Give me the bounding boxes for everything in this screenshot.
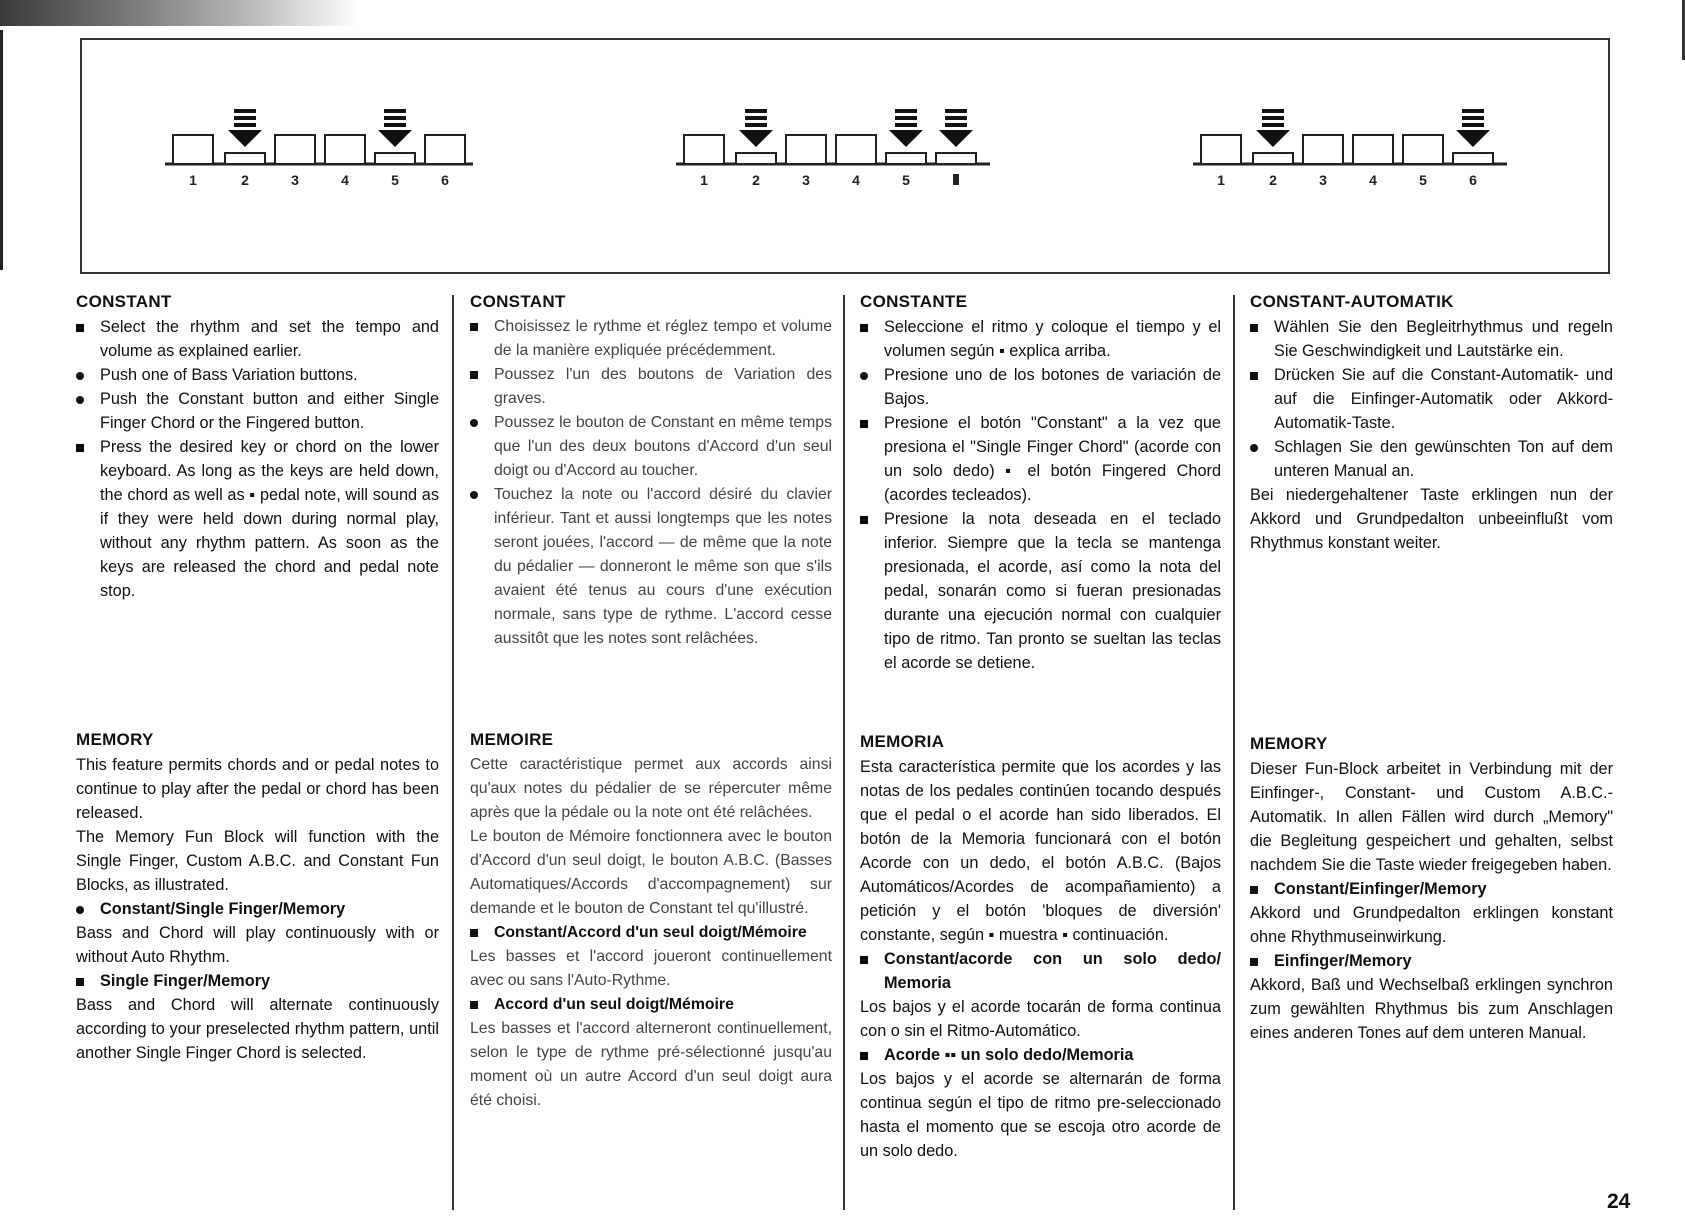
list-item-text: Drücken Sie auf die Constant-Automatik- und auf die Einfinger-Automatik oder Akkord-Automatik-Taste. xyxy=(1274,366,1613,432)
square-bullet-icon xyxy=(860,411,878,435)
key-label: 2 xyxy=(241,172,249,188)
paragraph: Les basses et l'accord joueront continuellement avec ou sans l'Auto-Rythme. xyxy=(470,948,832,989)
button-key xyxy=(1303,135,1343,164)
paragraph: This feature permits chords and or pedal notes to continue to play after the pedal or chord has been released. xyxy=(76,756,439,822)
square-bullet-icon xyxy=(860,947,878,971)
subheading xyxy=(860,1043,1221,1067)
memory-section xyxy=(470,730,832,1113)
key-label: 1 xyxy=(700,172,708,188)
button-key xyxy=(1201,135,1241,164)
key-label: 2 xyxy=(1269,172,1277,188)
instruction-list xyxy=(1250,315,1613,483)
list-item xyxy=(1250,435,1613,483)
round-bullet-icon xyxy=(470,483,488,507)
subheading-text: Single Finger/Memory xyxy=(100,972,271,990)
button-diagram-1 xyxy=(165,97,475,192)
button-key xyxy=(425,135,465,164)
subheading xyxy=(1250,877,1613,901)
square-bullet-icon xyxy=(1250,315,1268,339)
button-key xyxy=(275,135,315,164)
button-key-pressed xyxy=(375,153,415,164)
memory-section xyxy=(76,730,439,1065)
key-label: 5 xyxy=(391,172,399,188)
subheading xyxy=(860,947,1221,995)
button-row-svg xyxy=(165,97,475,192)
subheading-text: Accord d'un seul doigt/Mémoire xyxy=(494,996,734,1013)
square-bullet-icon xyxy=(470,315,488,339)
subheading-text: Constant/Accord d'un seul doigt/Mémoire xyxy=(494,924,807,941)
paragraph: Les basses et l'accord alterneront continuellement, selon le type de rythme pré-sélectionné jusqu'au moment où un autre Accord d'un seul doigt aura été choisi. xyxy=(470,1020,832,1109)
list-item-text: Wählen Sie den Begleitrhythmus und regeln Sie Geschwindigkeit und Lautstärke ein. xyxy=(1274,318,1613,360)
key-label: 6 xyxy=(441,172,449,188)
memory-section xyxy=(1250,734,1613,1045)
button-row-svg xyxy=(1193,97,1513,192)
list-item xyxy=(860,363,1221,411)
button-key-pressed xyxy=(936,153,976,164)
button-key xyxy=(1353,135,1393,164)
memory-text xyxy=(470,753,832,1113)
column-divider xyxy=(452,295,454,1210)
constant-instructions xyxy=(860,315,1221,675)
press-arrow-icon xyxy=(228,109,262,147)
paragraph: Los bajos y el acorde tocarán de forma continua con o sin el Ritmo-Automático. xyxy=(860,998,1221,1040)
constant-instructions xyxy=(470,315,832,651)
paragraph: Bass and Chord will alternate continuously according to your preselected rhythm pattern, until another Single Finger Chord is selected. xyxy=(76,996,439,1062)
key-label: 4 xyxy=(852,172,860,188)
key-label: 1 xyxy=(1217,172,1225,188)
paragraph: Bass and Chord will play continuously with or without Auto Rhythm. xyxy=(76,924,439,966)
paragraph: Los bajos y el acorde se alternarán de forma continua según el tipo de ritmo pre-seleccionado hasta el momento que se escoja otro acorde de un solo dedo. xyxy=(860,1070,1221,1160)
button-key xyxy=(325,135,365,164)
button-key-pressed xyxy=(736,153,776,164)
memory-text xyxy=(860,755,1221,1163)
list-item-text: Presione la nota deseada en el teclado inferior. Siempre que la tecla se mantenga presionada, el acorde, así como la nota del pedal, sonarán como si fueran presionadas durante una ejecución normal con cualquier tipo de ritmo. Tan pronto se sueltan las teclas el acorde se detiene. xyxy=(884,510,1221,672)
subheading xyxy=(470,993,832,1017)
list-item xyxy=(470,315,832,363)
key-label: 1 xyxy=(189,172,197,188)
press-arrow-icon xyxy=(378,109,412,147)
column-german xyxy=(1250,292,1613,1212)
list-item-text: Touchez la note ou l'accord désiré du clavier inférieur. Tant et aussi longtemps que les notes seront jouées, l'accord — de même que la note du pédalier — donneront le même son que s'ils avaient été tenus au cours d'une exécution normale, sans type de rythme. L'accord cesse aussitôt que les notes sont relâchées. xyxy=(494,486,832,647)
constant-instructions xyxy=(76,315,439,603)
square-bullet-icon xyxy=(76,315,94,339)
list-item-text: Poussez le bouton de Constant en même temps que l'un des deux boutons d'Accord d'un seul doigt ou d'Accord au toucher. xyxy=(494,414,832,479)
paragraph: Akkord und Grundpedalton erklingen konstant ohne Rhythmuseinwirkung. xyxy=(1250,904,1613,946)
button-key xyxy=(836,135,876,164)
section-heading: MEMORIA xyxy=(860,732,945,751)
key-label: 4 xyxy=(1369,172,1377,188)
page-number: 24 xyxy=(1607,1190,1631,1213)
square-bullet-icon xyxy=(860,315,878,339)
button-key xyxy=(1403,135,1443,164)
list-item-text: Presione uno de los botones de variación de Bajos. xyxy=(884,366,1221,408)
key-label-mark xyxy=(953,174,959,185)
paragraph: Akkord, Baß und Wechselbaß erklingen synchron zum gewählten Rhythmus bis zum Anschlagen eines anderen Tones auf dem unteren Manual. xyxy=(1250,976,1613,1042)
button-diagram-3 xyxy=(1193,97,1513,192)
list-item xyxy=(1250,315,1613,363)
subheading-text: Constant/Single Finger/Memory xyxy=(100,900,346,918)
list-item-text: Press the desired key or chord on the lower keyboard. As long as the keys are held down, the chord as well as ▪ pedal note, will sound as if they were held down during normal play, without any rhythm pattern. As soon as the keys are released the chord and pedal note stop. xyxy=(100,438,439,600)
square-bullet-icon xyxy=(860,507,878,531)
square-bullet-icon xyxy=(470,993,488,1017)
list-item-text: Poussez l'un des boutons de Variation des graves. xyxy=(494,366,832,407)
instruction-list xyxy=(470,315,832,651)
memory-text xyxy=(1250,757,1613,1045)
press-arrow-icon xyxy=(1256,109,1290,147)
paragraph: Dieser Fun-Block arbeitet in Verbindung mit der Einfinger-, Constant- und Custom A.B.C.-Automatik. In allen Fällen wird durch „Memory" die Begleitung gespeichert und gehalten, selbst nachdem Sie die Taste wieder freigegeben haben. xyxy=(1250,760,1613,874)
button-row-svg xyxy=(676,97,996,192)
key-label: 4 xyxy=(341,172,349,188)
button-key-pressed xyxy=(886,153,926,164)
press-arrow-icon xyxy=(739,109,773,147)
list-item-text: Push one of Bass Variation buttons. xyxy=(100,366,358,384)
list-item xyxy=(470,363,832,411)
button-key xyxy=(786,135,826,164)
press-arrow-icon xyxy=(889,109,923,147)
round-bullet-icon xyxy=(1250,435,1268,459)
scan-left-edge xyxy=(0,30,3,270)
column-english xyxy=(76,292,439,1212)
subheading xyxy=(76,897,439,921)
key-label: 5 xyxy=(1419,172,1427,188)
round-bullet-icon xyxy=(860,363,878,387)
paragraph: Bei niedergehaltener Taste erklingen nun der Akkord und Grundpedalton unbeeinflußt vom Rhythmus konstant weiter. xyxy=(1250,486,1613,552)
button-key-pressed xyxy=(225,153,265,164)
key-label: 3 xyxy=(1319,172,1327,188)
section-heading: CONSTANT-AUTOMATIK xyxy=(1250,292,1454,311)
list-item xyxy=(860,507,1221,675)
button-key xyxy=(684,135,724,164)
column-divider xyxy=(1233,295,1235,1210)
subheading xyxy=(1250,949,1613,973)
square-bullet-icon xyxy=(860,1043,878,1067)
press-arrow-icon xyxy=(939,109,973,147)
press-arrow-icon xyxy=(1456,109,1490,147)
instruction-list xyxy=(860,315,1221,675)
square-bullet-icon xyxy=(76,435,94,459)
memory-text xyxy=(76,753,439,1065)
subheading-text: Constant/acorde con un solo dedo/ Memoria xyxy=(884,950,1221,992)
subheading-text: Einfinger/Memory xyxy=(1274,952,1412,970)
instruction-list xyxy=(76,315,439,603)
list-item xyxy=(470,411,832,483)
list-item xyxy=(860,315,1221,363)
list-item-text: Push the Constant button and either Single Finger Chord or the Fingered button. xyxy=(100,390,439,432)
list-item xyxy=(76,387,439,435)
section-heading: CONSTANT xyxy=(470,292,566,311)
key-label: 6 xyxy=(1469,172,1477,188)
section-heading: MEMOIRE xyxy=(470,730,554,749)
list-item-text: Presione el botón "Constant" a la vez que presiona el "Single Finger Chord" (acorde con un solo dedo) ▪ el botón Fingered Chord (acordes tecleados). xyxy=(884,414,1221,504)
button-key-pressed xyxy=(1253,153,1293,164)
list-item xyxy=(470,483,832,651)
key-label: 5 xyxy=(902,172,910,188)
key-label: 2 xyxy=(752,172,760,188)
round-bullet-icon xyxy=(470,411,488,435)
list-item xyxy=(76,435,439,603)
subheading-text: Acorde ▪▪ un solo dedo/Memoria xyxy=(884,1046,1134,1064)
paragraph: Le bouton de Mémoire fonctionnera avec le bouton d'Accord d'un seul doigt, le bouton A.B.C. (Basses Automatiques/Accords d'accompagnement) sur demande et le bouton de Constant tel qu'illustré. xyxy=(470,828,832,917)
list-item xyxy=(76,315,439,363)
list-item-text: Choisissez le rythme et réglez tempo et volume de la manière expliquée précédemment. xyxy=(494,318,832,359)
section-heading: CONSTANTE xyxy=(860,292,968,311)
list-item xyxy=(76,363,439,387)
column-spanish xyxy=(860,292,1221,1212)
list-item xyxy=(860,411,1221,507)
paragraph: The Memory Fun Block will function with the Single Finger, Custom A.B.C. and Constant Fun Blocks, as illustrated. xyxy=(76,828,439,894)
square-bullet-icon xyxy=(1250,363,1268,387)
section-heading: MEMORY xyxy=(1250,734,1328,753)
list-item xyxy=(1250,363,1613,435)
section-heading: MEMORY xyxy=(76,730,154,749)
square-bullet-icon xyxy=(1250,949,1268,973)
scan-edge-shadow xyxy=(0,0,360,26)
key-label: 3 xyxy=(291,172,299,188)
round-bullet-icon xyxy=(76,897,94,921)
constant-instructions xyxy=(1250,315,1613,555)
list-item-text: Schlagen Sie den gewünschten Ton auf dem unteren Manual an. xyxy=(1274,438,1613,480)
subheading xyxy=(470,921,832,945)
square-bullet-icon xyxy=(1250,877,1268,901)
square-bullet-icon xyxy=(76,969,94,993)
round-bullet-icon xyxy=(76,387,94,411)
subheading xyxy=(76,969,439,993)
button-diagram-2 xyxy=(676,97,996,192)
column-divider xyxy=(843,295,845,1210)
key-label: 3 xyxy=(802,172,810,188)
square-bullet-icon xyxy=(470,363,488,387)
paragraph: Esta característica permite que los acordes y las notas de los pedales continúen tocando después que el pedal o el acorde han sido liberados. El botón de la Memoria funcionará con el botón Acorde con un dedo, el botón A.B.C. (Bajos Automáticos/Acordes de acompañamiento) a petición y el botón 'bloques de diversión' constante, según ▪ muestra ▪ continuación. xyxy=(860,758,1221,944)
round-bullet-icon xyxy=(76,363,94,387)
list-item-text: Select the rhythm and set the tempo and volume as explained earlier. xyxy=(100,318,439,360)
button-key-pressed xyxy=(1453,153,1493,164)
subheading-text: Constant/Einfinger/Memory xyxy=(1274,880,1487,898)
square-bullet-icon xyxy=(470,921,488,945)
section-heading: CONSTANT xyxy=(76,292,172,311)
list-item-text: Seleccione el ritmo y coloque el tiempo y el volumen según ▪ explica arriba. xyxy=(884,318,1221,360)
button-key xyxy=(173,135,213,164)
memory-section xyxy=(860,732,1221,1163)
column-french xyxy=(470,292,832,1212)
paragraph: Cette caractéristique permet aux accords ainsi qu'aux notes du pédalier de se répercuter même après que la pédale ou la note ont été relâchées. xyxy=(470,756,832,821)
